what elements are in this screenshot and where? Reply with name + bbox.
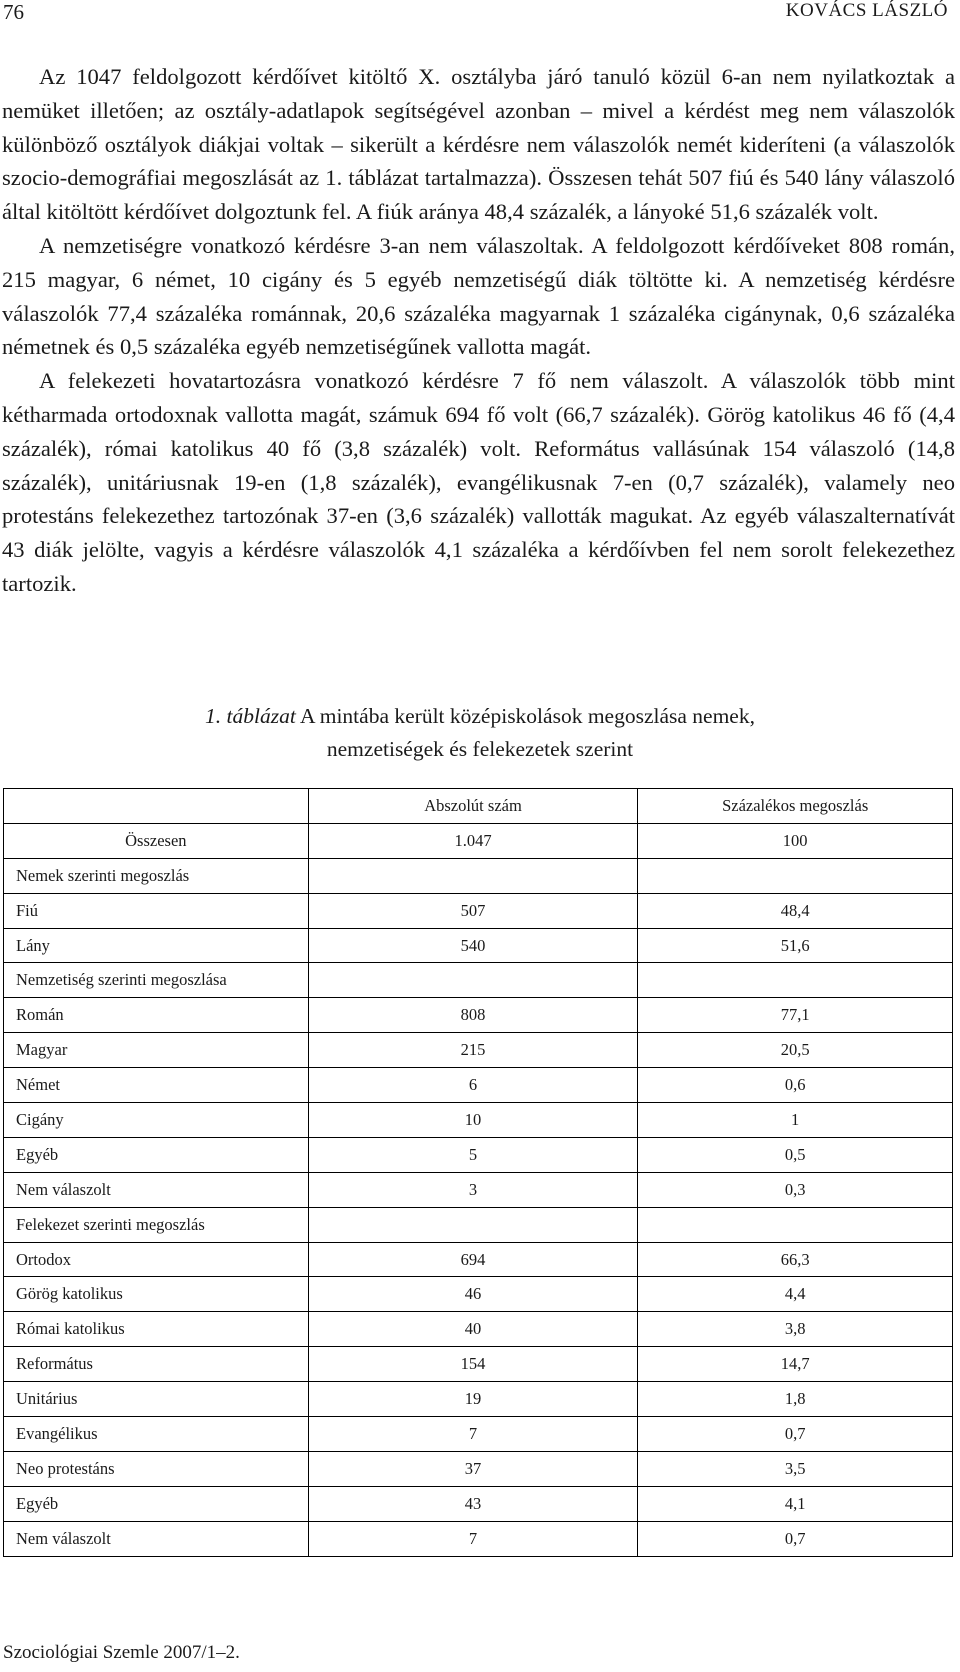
table-cell-pct: 0,3 — [638, 1172, 953, 1207]
table-cell-empty — [308, 1207, 638, 1242]
table-cell-pct: 1 — [638, 1103, 953, 1138]
table-cell-abs: 808 — [308, 998, 638, 1033]
table-cell-label: Román — [4, 998, 309, 1033]
table-cell-pct: 3,5 — [638, 1451, 953, 1486]
table-cell-label: Cigány — [4, 1103, 309, 1138]
table-cell-pct: 20,5 — [638, 1033, 953, 1068]
table-cell-abs: 1.047 — [308, 823, 638, 858]
table-cell-label: Egyéb — [4, 1137, 309, 1172]
table-row — [4, 1103, 953, 1138]
page-header — [0, 0, 960, 30]
table-section-row — [4, 1207, 953, 1242]
table-cell-abs: 19 — [308, 1382, 638, 1417]
running-head: KOVÁCS LÁSZLÓ — [785, 0, 948, 21]
table-row — [4, 1347, 953, 1382]
table-cell-abs: 154 — [308, 1347, 638, 1382]
table-cell-empty — [638, 858, 953, 893]
table-caption-label: 1. táblázat — [205, 704, 296, 728]
table-cell-pct: 77,1 — [638, 998, 953, 1033]
table-cell-pct: 51,6 — [638, 928, 953, 963]
table-cell-empty — [308, 963, 638, 998]
table-section-title: Nemek szerinti megoszlás — [4, 858, 309, 893]
table-caption-line2: nemzetiségek és felekezetek szerint — [326, 737, 634, 761]
table-row — [4, 928, 953, 963]
table-cell-abs: 540 — [308, 928, 638, 963]
table-cell-pct: 1,8 — [638, 1382, 953, 1417]
table-cell-abs: 40 — [308, 1312, 638, 1347]
table-row — [4, 1137, 953, 1172]
table-header-cell — [4, 789, 309, 824]
table-header-cell: Abszolút szám — [308, 789, 638, 824]
table-cell-pct: 3,8 — [638, 1312, 953, 1347]
page-number: 76 — [3, 0, 24, 24]
table-row — [4, 1451, 953, 1486]
body-text — [2, 60, 955, 601]
table-cell-label: Evangélikus — [4, 1417, 309, 1452]
table-cell-abs: 46 — [308, 1277, 638, 1312]
table-cell-pct: 100 — [638, 823, 953, 858]
table-cell-label: Unitárius — [4, 1382, 309, 1417]
table-cell-abs: 6 — [308, 1068, 638, 1103]
table-cell-label: Ortodox — [4, 1242, 309, 1277]
table-cell-label: Fiú — [4, 893, 309, 928]
table-cell-label: Római katolikus — [4, 1312, 309, 1347]
table-cell-abs: 507 — [308, 893, 638, 928]
table-cell-abs: 43 — [308, 1486, 638, 1521]
table-cell-pct: 0,6 — [638, 1068, 953, 1103]
table-cell-empty — [308, 858, 638, 893]
table-cell-label: Egyéb — [4, 1486, 309, 1521]
table-cell-abs: 3 — [308, 1172, 638, 1207]
table-section-title: Felekezet szerinti megoszlás — [4, 1207, 309, 1242]
page-footer: Szociológiai Szemle 2007/1–2. — [3, 1642, 240, 1663]
table-header-row — [4, 789, 953, 824]
table-cell-pct: 66,3 — [638, 1242, 953, 1277]
table-cell-label: Nem válaszolt — [4, 1521, 309, 1556]
table-cell-label: Összesen — [4, 823, 309, 858]
table-cell-empty — [638, 963, 953, 998]
table-row — [4, 1068, 953, 1103]
table-cell-label: Német — [4, 1068, 309, 1103]
table-row — [4, 1382, 953, 1417]
table-cell-abs: 694 — [308, 1242, 638, 1277]
table-cell-abs: 37 — [308, 1451, 638, 1486]
table-section-title: Nemzetiség szerinti megoszlása — [4, 963, 309, 998]
table-cell-pct: 4,1 — [638, 1486, 953, 1521]
table-cell-label: Lány — [4, 928, 309, 963]
table-cell-pct: 0,7 — [638, 1417, 953, 1452]
table-cell-label: Nem válaszolt — [4, 1172, 309, 1207]
table-cell-empty — [638, 1207, 953, 1242]
table-section-row — [4, 963, 953, 998]
table-row — [4, 1417, 953, 1452]
table-cell-pct: 4,4 — [638, 1277, 953, 1312]
table-cell-pct: 0,7 — [638, 1521, 953, 1556]
paragraph: Az 1047 feldolgozott kérdőívet kitöltő X. osztályba járó tanuló közül 6-an nem nyilatkoztak a nemüket illetően; az osztály-adatlapok segítségével azonban – mivel a kérdést meg nem válaszolók különböző osztályok diákjai voltak – sikerült a kérdésre nem válaszolók nemét kideríteni (a válaszolók szocio-demográfiai megoszlását az 1. táblázat tartalmazza). Összesen tehát 507 fiú és 540 lány válaszoló által kitöltött kérdőívet dolgoztunk fel. A fiúk aránya 48,4 százalék, a lányoké 51,6 százalék volt. — [2, 64, 955, 225]
table-header-cell: Százalékos megoszlás — [638, 789, 953, 824]
table-row — [4, 1312, 953, 1347]
table-cell-abs: 215 — [308, 1033, 638, 1068]
table-cell-abs: 10 — [308, 1103, 638, 1138]
table-cell-pct: 0,5 — [638, 1137, 953, 1172]
table-cell-label: Református — [4, 1347, 309, 1382]
table-section-row — [4, 858, 953, 893]
table-caption — [0, 700, 960, 766]
table-row — [4, 893, 953, 928]
table-cell-pct: 14,7 — [638, 1347, 953, 1382]
table-cell-abs: 7 — [308, 1521, 638, 1556]
table-row — [4, 1277, 953, 1312]
table-caption-line1: A mintába került középiskolások megoszlása nemek, — [300, 704, 755, 728]
table-cell-label: Neo protestáns — [4, 1451, 309, 1486]
table-cell-label: Görög katolikus — [4, 1277, 309, 1312]
table-row — [4, 998, 953, 1033]
table-row — [4, 1486, 953, 1521]
table-cell-pct: 48,4 — [638, 893, 953, 928]
table-cell-label: Magyar — [4, 1033, 309, 1068]
table-row — [4, 1521, 953, 1556]
table-total-row — [4, 823, 953, 858]
table-body — [4, 789, 953, 1557]
table-row — [4, 1033, 953, 1068]
table-row — [4, 1242, 953, 1277]
table-cell-abs: 7 — [308, 1417, 638, 1452]
paragraph: A felekezeti hovatartozásra vonatkozó kérdésre 7 fő nem válaszolt. A válaszolók több mint kétharmada ortodoxnak vallotta magát, számuk 694 fő volt (66,7 százalék). Görög katolikus 46 fő (4,4 százalék), római katolikus 40 fő (3,8 százalék) volt. Református vallásúnak 154 válaszoló (14,8 százalék), unitáriusnak 19-en (1,8 százalék), evangélikusnak 7-en (0,7 százalék), valamely neo protestáns felekezethez tartozónak 37-en (3,6 százalék) vallották magukat. Az egyéb válaszalternatívát 43 diák jelölte, vagyis a kérdésre válaszolók 4,1 százaléka a kérdőívben fel nem sorolt felekezethez tartozik. — [2, 368, 955, 596]
table-row — [4, 1172, 953, 1207]
data-table — [3, 788, 953, 1557]
table-cell-abs: 5 — [308, 1137, 638, 1172]
paragraph: A nemzetiségre vonatkozó kérdésre 3-an nem válaszoltak. A feldolgozott kérdőíveket 808 román, 215 magyar, 6 német, 10 cigány és 5 egyéb nemzetiségű diák töltötte ki. A nemzetiség kérdésre válaszolók 77,4 százaléka románnak, 20,6 százaléka magyarnak 1 százaléka cigánynak, 0,6 százaléka németnek és 0,5 százaléka egyéb nemzetiségűnek vallotta magát. — [2, 232, 955, 360]
